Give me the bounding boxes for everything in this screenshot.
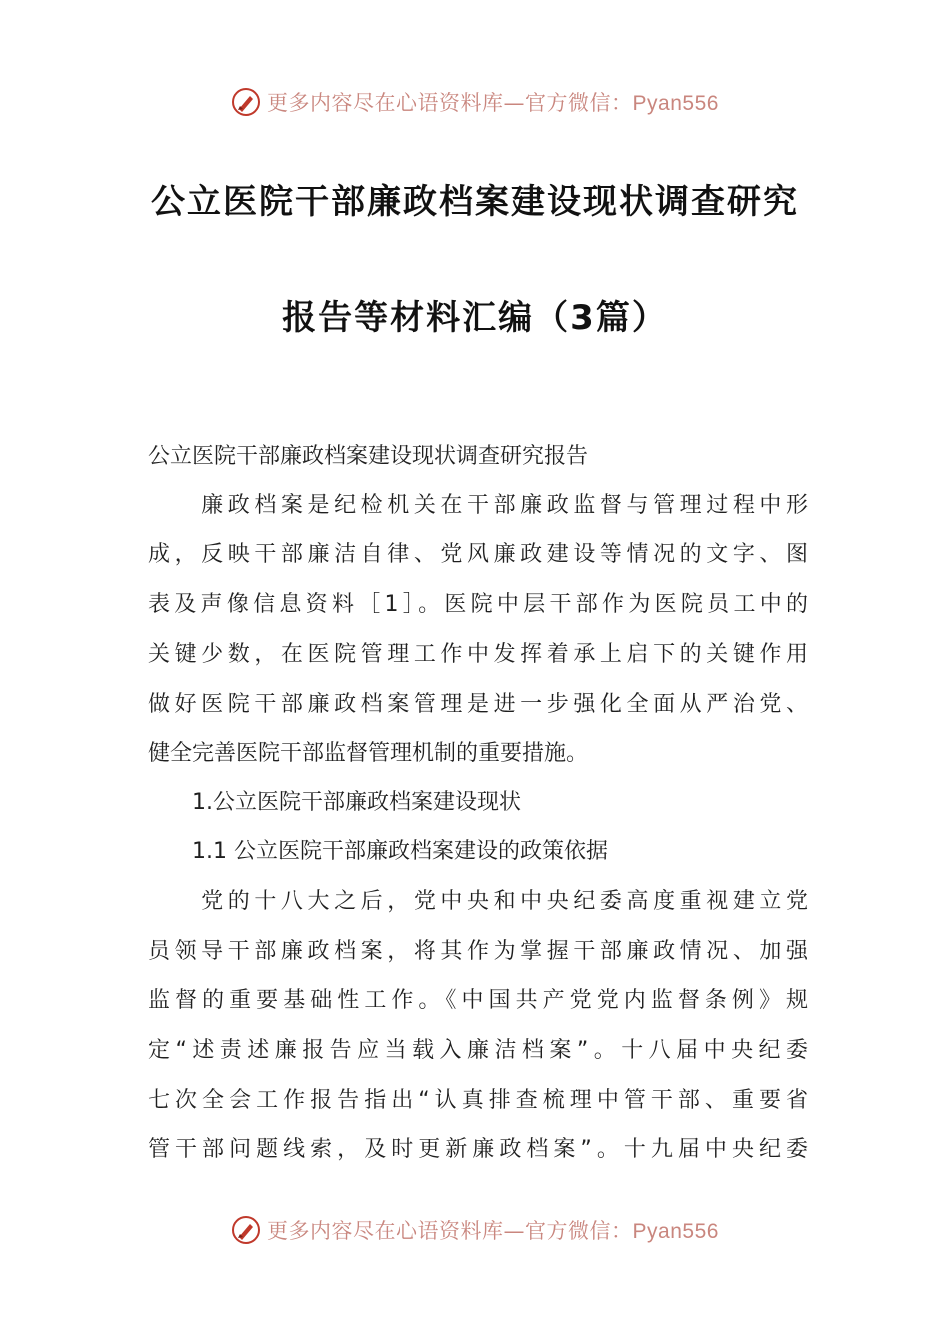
section-heading: 公立医院干部廉政档案建设现状调查研究报告 xyxy=(148,444,589,469)
pen-nib-icon xyxy=(231,1215,261,1245)
body-line: 表及声像信息资料［1］。医院中层干部作为医院员工中的 xyxy=(148,592,808,617)
watermark-text: 更多内容尽在心语资料库—官方微信：Pyan556 xyxy=(267,1219,719,1243)
body-line: 七次全会工作报告指出“认真排查梳理中管干部、重要省 xyxy=(148,1088,808,1113)
watermark-banner-bottom xyxy=(0,1210,950,1250)
body-line: 党的十八大之后，党中央和中央纪委高度重视建立党 xyxy=(148,889,808,914)
subheading: 1.公立医院干部廉政档案建设现状 xyxy=(148,790,521,815)
subheading: 1.1 公立医院干部廉政档案建设的政策依据 xyxy=(148,839,608,864)
watermark-text: 更多内容尽在心语资料库—官方微信：Pyan556 xyxy=(267,91,719,115)
body-line: 廉政档案是纪检机关在干部廉政监督与管理过程中形 xyxy=(148,493,808,518)
body-line: 做好医院干部廉政档案管理是进一步强化全面从严治党、 xyxy=(148,692,808,717)
body-line: 管干部问题线索，及时更新廉政档案”。十九届中央纪委 xyxy=(148,1137,808,1162)
body-line: 健全完善医院干部监督管理机制的重要措施。 xyxy=(148,741,589,766)
document-title-line-1: 公立医院干部廉政档案建设现状调查研究 xyxy=(151,182,799,222)
body-line: 成，反映干部廉洁自律、党风廉政建设等情况的文字、图 xyxy=(148,542,808,567)
pen-nib-icon xyxy=(231,87,261,117)
body-line: 关键少数，在医院管理工作中发挥着承上启下的关键作用 xyxy=(148,642,808,667)
document-title-line-2: 报告等材料汇编（3篇） xyxy=(282,298,668,338)
watermark-banner-top xyxy=(0,82,950,122)
body-line: 员领导干部廉政档案，将其作为掌握干部廉政情况、加强 xyxy=(148,939,808,964)
body-line: 监督的重要基础性工作。《中国共产党党内监督条例》规 xyxy=(148,988,808,1013)
body-line: 定“述责述廉报告应当载入廉洁档案”。十八届中央纪委 xyxy=(148,1038,808,1063)
